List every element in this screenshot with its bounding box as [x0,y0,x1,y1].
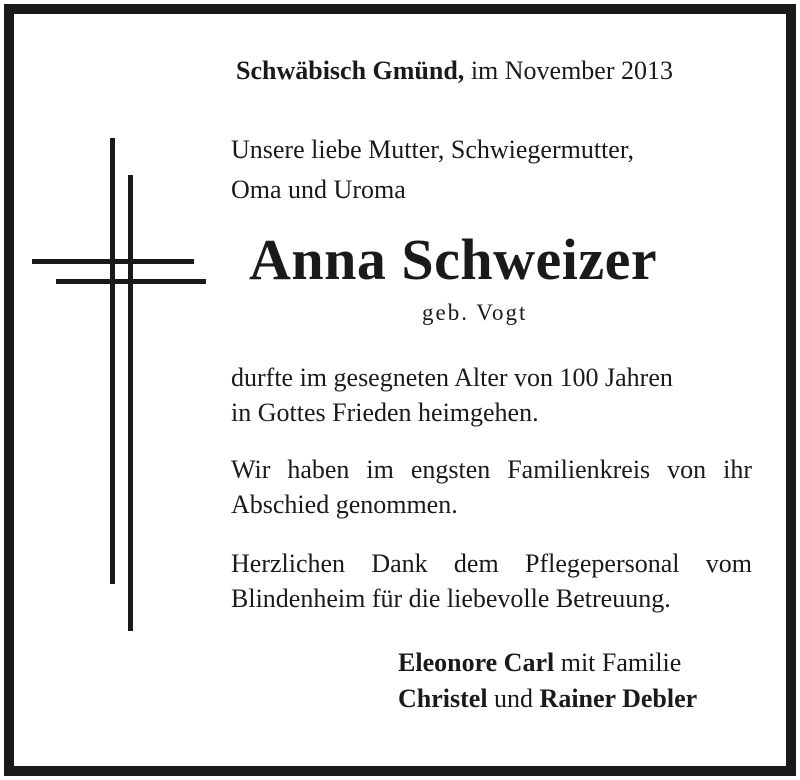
deceased-name: Anna Schweizer [249,227,658,292]
signature-name-2: Christel [398,684,488,713]
place-and-date [236,56,673,86]
paragraph-2: Wir haben im engsten Familienkreis von ihr Abschied genommen. [231,455,752,519]
intro-line-2: Oma und Uroma [231,175,406,204]
signature-line-1 [398,648,681,678]
paragraph-1 [231,360,752,430]
paragraph-3: Herzlichen Dank dem Pflegepersonal vom Blindenheim für die liebevolle Betreuung. [231,549,752,613]
paragraph-1-line-1: durfte im gesegneten Alter von 100 Jahren [231,363,673,392]
signature-line-2 [398,684,697,714]
place-name: Schwäbisch Gmünd, [236,56,465,85]
signature-name-1: Eleonore Carl [398,648,555,677]
signature-name-3: Rainer Debler [539,684,698,713]
birth-name: geb. Vogt [422,300,528,325]
paragraph-1-line-2: in Gottes Frieden heimgehen. [231,398,539,427]
intro-line-1: Unsere liebe Mutter, Schwiegermutter, [231,135,634,164]
intro-text [231,130,634,210]
signature-and: und [494,684,534,713]
date-text: im November 2013 [470,56,673,85]
signature-family: mit Familie [560,648,682,677]
